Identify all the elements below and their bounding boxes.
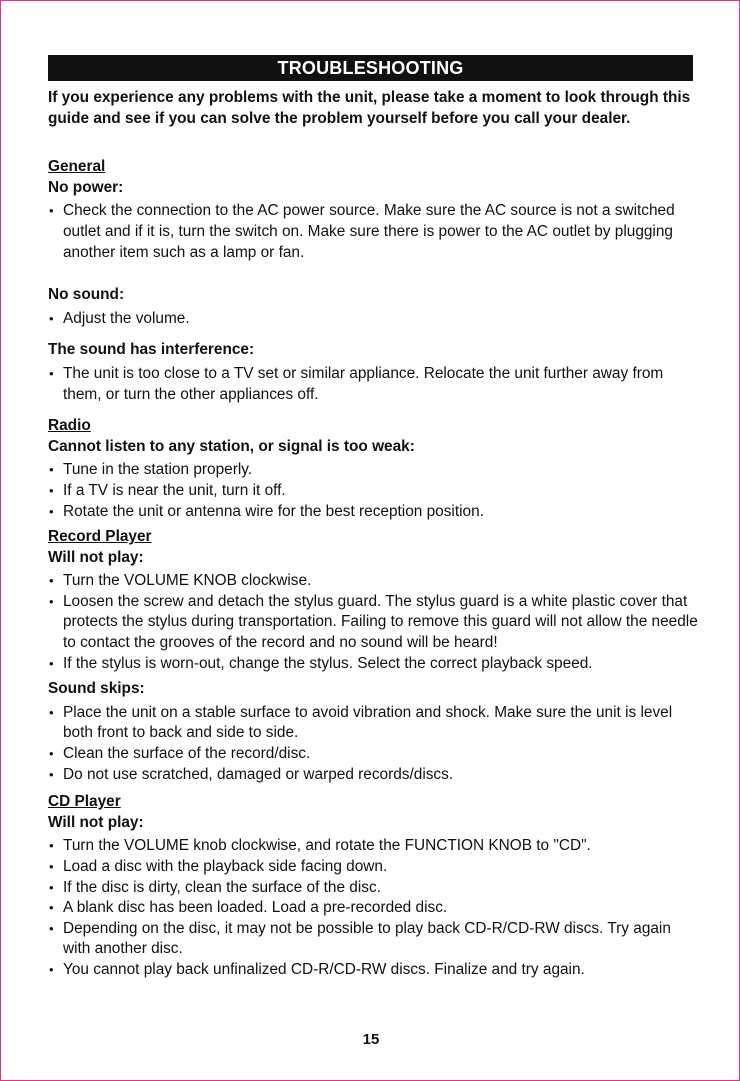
subheading-no-power: No power: xyxy=(48,178,124,196)
list-item: • Do not use scratched, damaged or warped records/discs. xyxy=(48,765,698,786)
section-heading-record-player: Record Player xyxy=(48,528,152,546)
list-sound-skips xyxy=(48,703,698,785)
subheading-sound-skips: Sound skips: xyxy=(48,680,145,698)
section-heading-general: General xyxy=(48,158,106,176)
subheading-interference: The sound has interference: xyxy=(48,341,255,359)
subheading-no-sound: No sound: xyxy=(48,286,125,304)
list-interference xyxy=(48,364,698,405)
list-item: • Clean the surface of the record/disc. xyxy=(48,744,698,765)
list-item: • Turn the VOLUME KNOB clockwise. xyxy=(48,571,698,592)
subheading-record-will-not-play: Will not play: xyxy=(48,548,144,566)
list-record-will-not-play xyxy=(48,571,698,674)
list-item: • A blank disc has been loaded. Load a pre-recorded disc. xyxy=(48,898,698,919)
subheading-cd-will-not-play: Will not play: xyxy=(48,813,144,831)
section-heading-cd-player: CD Player xyxy=(48,793,121,811)
list-cd-will-not-play xyxy=(48,836,698,980)
list-item: • Rotate the unit or antenna wire for the best reception position. xyxy=(48,502,698,523)
troubleshooting-content xyxy=(48,88,698,981)
page-title: TROUBLESHOOTING xyxy=(48,55,693,81)
list-item: • Depending on the disc, it may not be possible to play back CD-R/CD-RW discs. Try again with another disc. xyxy=(48,919,698,960)
subheading-weak-signal: Cannot listen to any station, or signal is too weak: xyxy=(48,437,415,455)
list-item: • Place the unit on a stable surface to avoid vibration and shock. Make sure the unit is level both front to back and side to side. xyxy=(48,703,698,744)
list-no-power xyxy=(48,201,698,263)
list-item: • Check the connection to the AC power source. Make sure the AC source is not a switched outlet and if it is, turn the switch on. Make sure there is power to the AC outlet by plugging another item such as a lamp or fan. xyxy=(48,201,698,263)
list-item: • Tune in the station properly. xyxy=(48,460,698,481)
page-number: 15 xyxy=(362,1031,380,1048)
intro-paragraph: If you experience any problems with the unit, please take a moment to look through this guide and see if you can solve the problem yourself before you call your dealer. xyxy=(48,89,691,127)
section-heading-radio: Radio xyxy=(48,417,91,435)
list-item: • If the stylus is worn-out, change the stylus. Select the correct playback speed. xyxy=(48,654,698,675)
list-item: • Loosen the screw and detach the stylus guard. The stylus guard is a white plastic cover that protects the stylus during transportation. Failing to remove this guard will not allow the needle to contact the grooves of the record and no sound will be heard! xyxy=(48,592,698,654)
list-item: • You cannot play back unfinalized CD-R/CD-RW discs. Finalize and try again. xyxy=(48,960,698,981)
list-no-sound xyxy=(48,309,698,330)
list-item: • Turn the VOLUME knob clockwise, and rotate the FUNCTION KNOB to "CD". xyxy=(48,836,698,857)
list-weak-signal xyxy=(48,460,698,522)
list-item: • The unit is too close to a TV set or similar appliance. Relocate the unit further away from them, or turn the other appliances off. xyxy=(48,364,698,405)
list-item: • If the disc is dirty, clean the surface of the disc. xyxy=(48,878,698,899)
list-item: • Load a disc with the playback side facing down. xyxy=(48,857,698,878)
list-item: • Adjust the volume. xyxy=(48,309,698,330)
list-item: • If a TV is near the unit, turn it off. xyxy=(48,481,698,502)
